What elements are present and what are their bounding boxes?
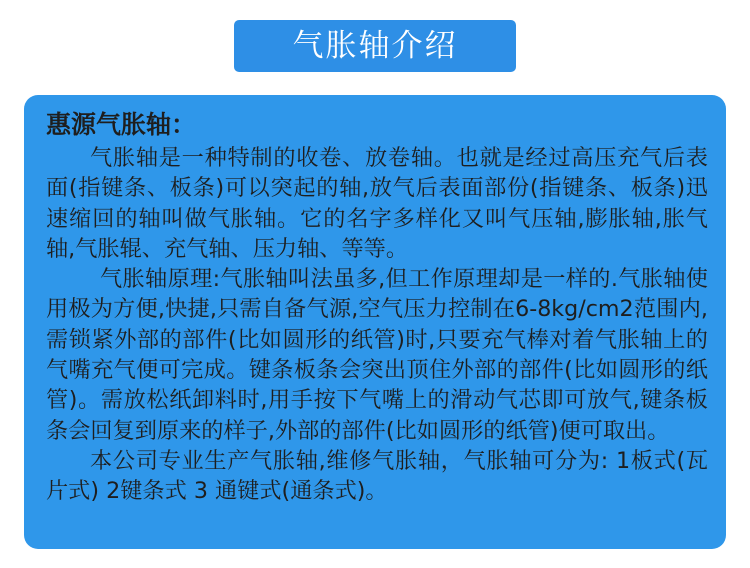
card-heading: 惠源气胀轴： xyxy=(46,110,197,139)
page-title: 气胀轴介绍 xyxy=(234,20,516,72)
intro-card xyxy=(24,95,726,549)
principle-paragraph: 气胀轴原理:气胀轴叫法虽多,但工作原理却是一样的.气胀轴使用极为方便,快捷,只需自备气源,空气压力控制在6-8kg/cm2范围内,需锁紧外部的部件(比如圆形的纸管)时,只要充气棒对着气胀轴上的气嘴充气便可完成。键条板条会突出顶住外部的部件(比如圆形的纸管)。需放松纸卸料时,用手按下气嘴上的滑动气芯即可放气,键条板条会回复到原来的样子,外部的部件(比如圆形的纸管)便可取出。 xyxy=(46,266,708,444)
company-paragraph: 本公司专业生产气胀轴,维修气胀轴，气胀轴可分为: 1板式(瓦片式) 2键条式 3 通键式(通条式)。 xyxy=(46,447,708,505)
definition-paragraph: 气胀轴是一种特制的收卷、放卷轴。也就是经过高压充气后表面(指键条、板条)可以突起的轴,放气后表面部份(指键条、板条)迅速缩回的轴叫做气胀轴。它的名字多样化又叫气压轴,膨胀轴,胀气轴,气胀辊、充气轴、压力轴、等等。 xyxy=(46,145,708,262)
